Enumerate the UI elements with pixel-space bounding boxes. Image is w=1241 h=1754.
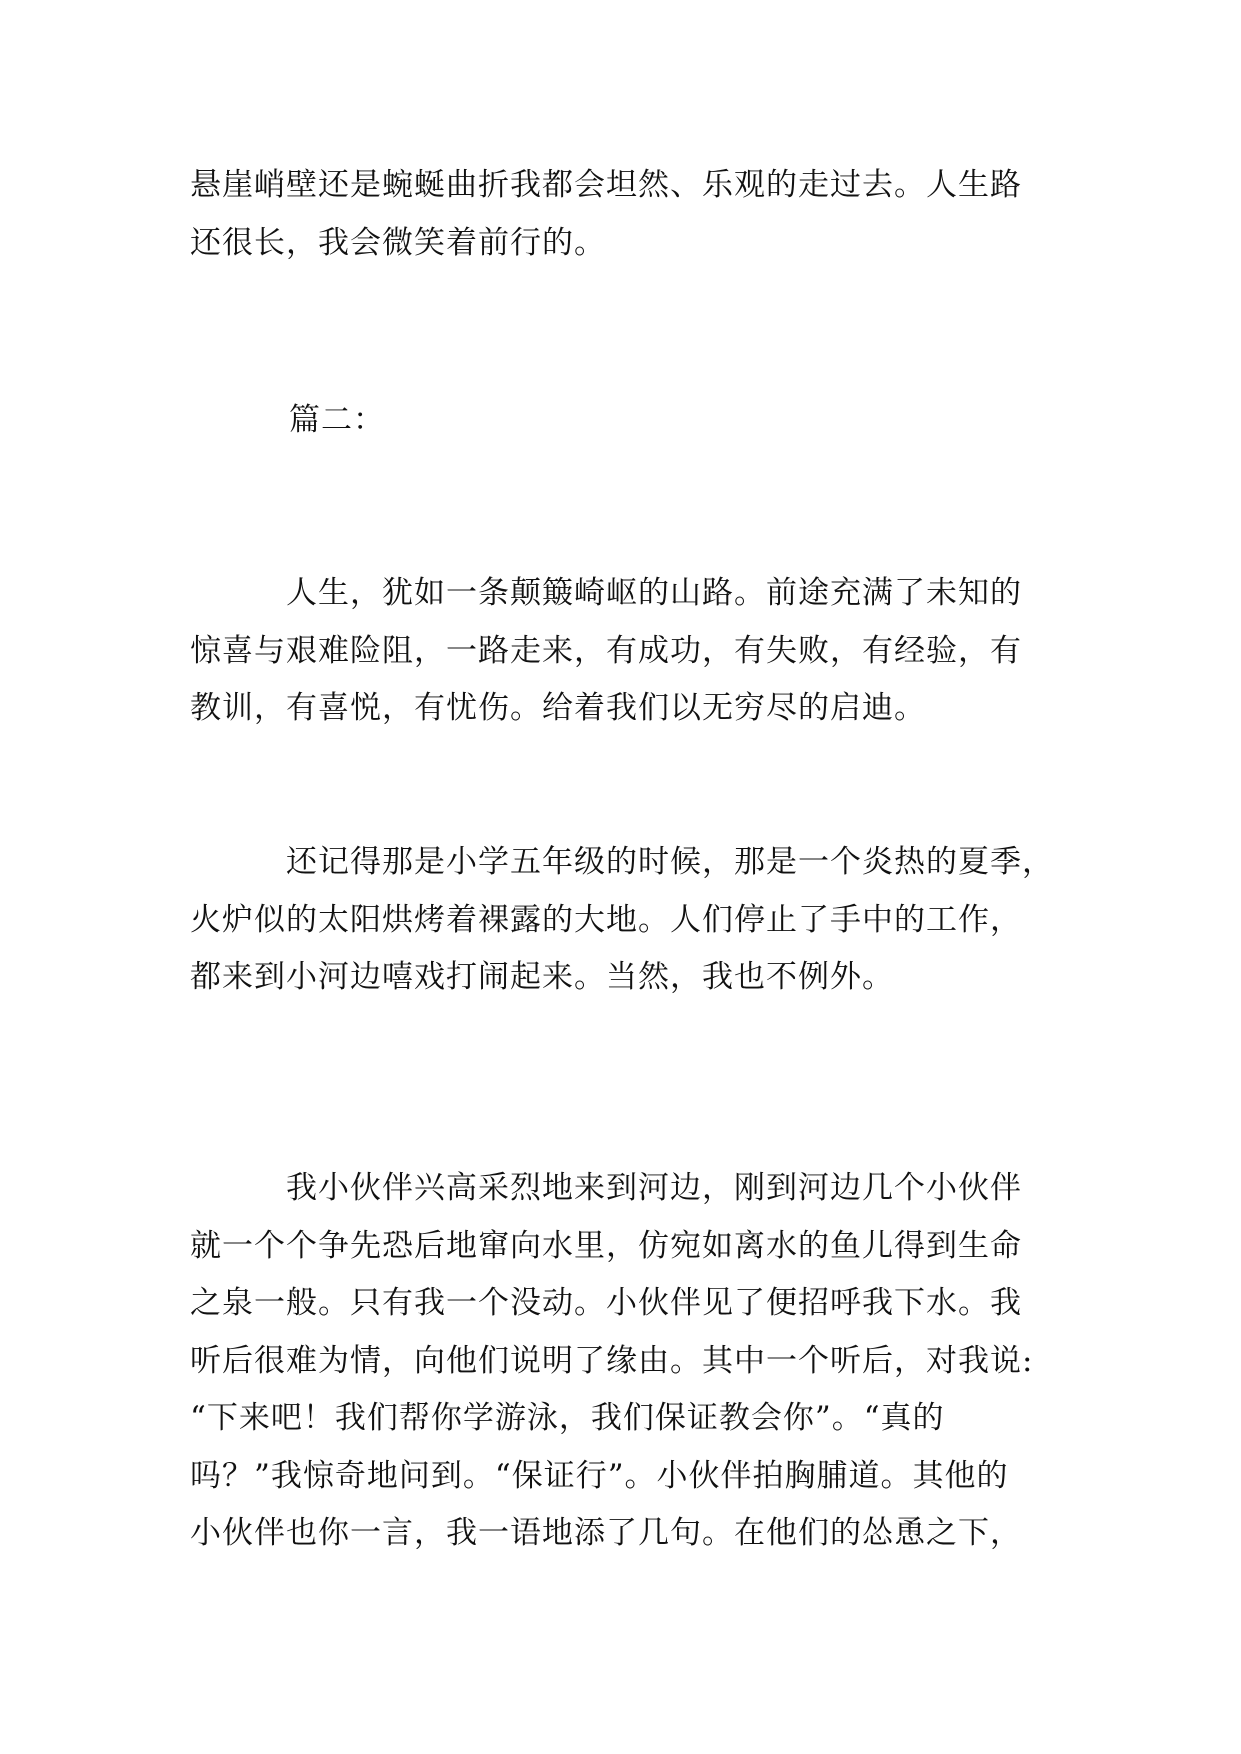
- text-line: 之泉一般。只有我一个没动。小伙伴见了便招呼我下水。我: [190, 1285, 1022, 1321]
- text-line: 惊喜与艰难险阻，一路走来，有成功，有失败，有经验，有: [190, 632, 1022, 669]
- text-line: 火炉似的太阳烘烤着裸露的大地。人们停止了手中的工作，: [190, 901, 1022, 938]
- text-line: 听后很难为情，向他们说明了缘由。其中一个听后，对我说:: [190, 1342, 1034, 1379]
- text-line: 小伙伴也你一言，我一语地添了几句。在他们的怂恿之下，: [190, 1515, 1022, 1551]
- text-line: 还很长，我会微笑着前行的。: [190, 224, 606, 261]
- text-line: 吗？”我惊奇地问到。“保证行”。小伙伴拍胸脯道。其他的: [190, 1457, 1009, 1494]
- paragraph-memory: [190, 834, 1054, 1007]
- text-line: 悬崖峭壁还是蜿蜒曲折我都会坦然、乐观的走过去。人生路: [190, 167, 1022, 203]
- paragraph-continuation: [190, 157, 1050, 272]
- text-line: 教训，有喜悦，有忧伤。给着我们以无穷尽的启迪。: [190, 690, 926, 726]
- text-line: 我小伙伴兴高采烈地来到河边，刚到河边几个小伙伴: [190, 1170, 1022, 1206]
- paragraph-river: [190, 1160, 1050, 1563]
- text-line: 都来到小河边嘻戏打闹起来。当然，我也不例外。: [190, 959, 894, 995]
- text-line: 还记得那是小学五年级的时候，那是一个炎热的夏季，: [190, 844, 1054, 880]
- paragraph-intro: [190, 565, 1050, 738]
- text-line: 就一个个争先恐后地窜向水里，仿宛如离水的鱼儿得到生命: [190, 1227, 1022, 1264]
- section-heading: [289, 392, 1149, 450]
- heading-text: 篇二：: [289, 402, 385, 438]
- text-line: “下来吧！我们帮你学游泳，我们保证教会你”。“真的: [190, 1400, 945, 1436]
- text-line: 人生，犹如一条颠簸崎岖的山路。前途充满了未知的: [190, 575, 1022, 611]
